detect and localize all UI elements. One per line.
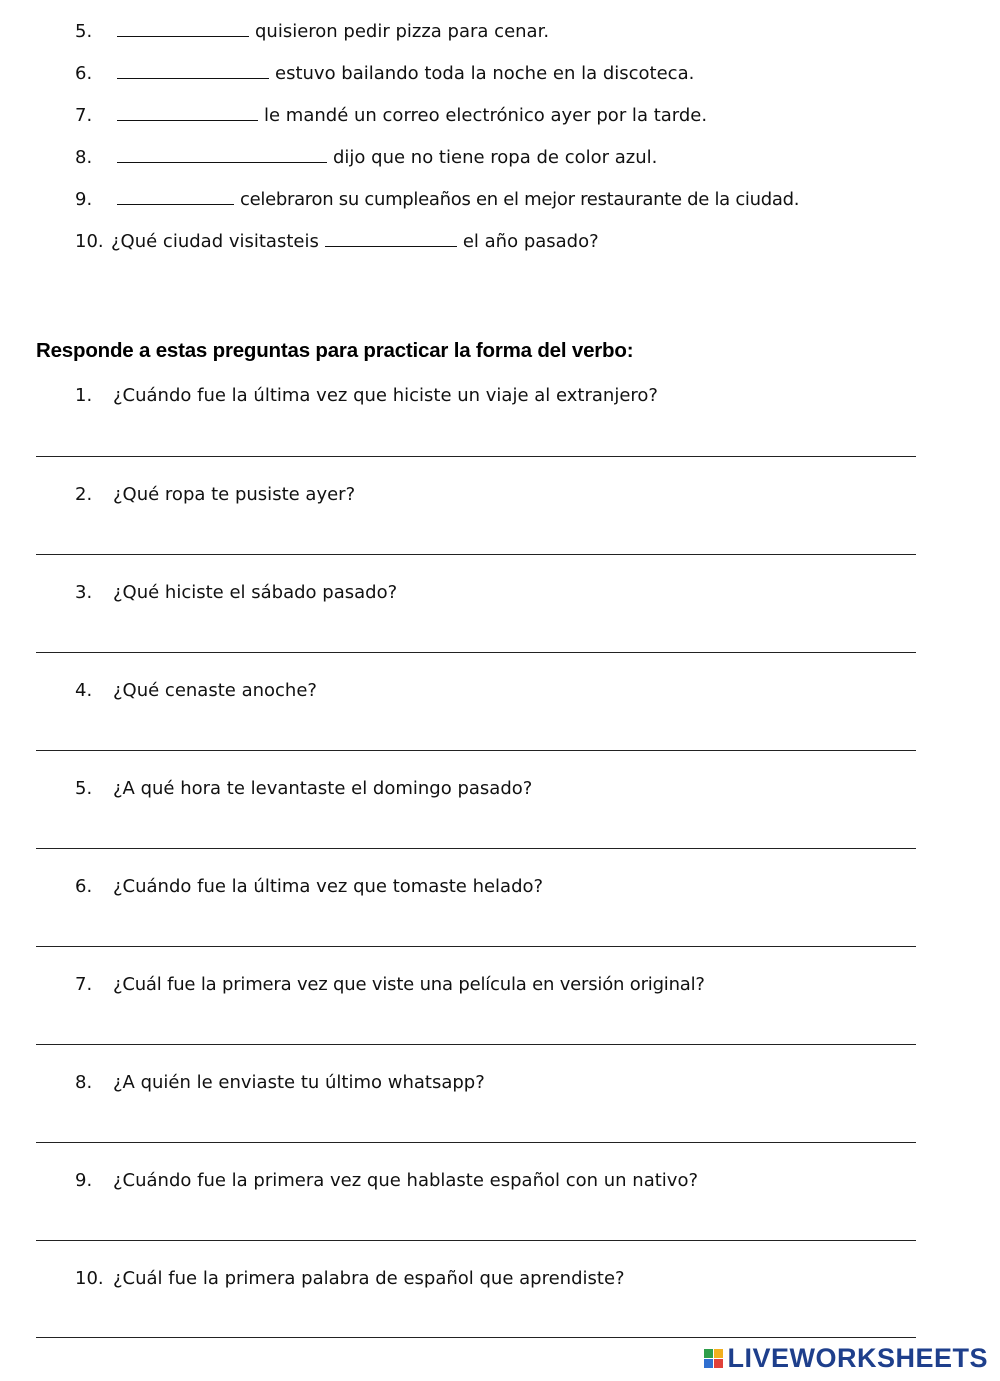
- answer-blank[interactable]: [117, 146, 327, 163]
- answer-blank[interactable]: [117, 20, 249, 37]
- question-item: [75, 876, 543, 898]
- fill-in-item: [75, 20, 549, 43]
- question-item: [75, 1072, 485, 1094]
- question-number: 7.: [75, 974, 93, 995]
- item-number: 8.: [75, 147, 93, 168]
- question-item: [75, 778, 532, 800]
- item-text: estuvo bailando toda la noche en la discoteca.: [275, 63, 695, 84]
- item-text: quisieron pedir pizza para cenar.: [255, 21, 550, 42]
- question-text: ¿A quién le enviaste tu último whatsapp?: [113, 1072, 485, 1093]
- fill-in-item: [75, 230, 599, 253]
- question-number: 4.: [75, 680, 93, 701]
- question-text: ¿Qué cenaste anoche?: [113, 680, 317, 701]
- question-number: 9.: [75, 1170, 93, 1191]
- answer-blank[interactable]: [117, 104, 258, 121]
- fill-in-item: [75, 104, 707, 127]
- question-item: [75, 974, 705, 996]
- question-item: [75, 1170, 698, 1192]
- item-number: 7.: [75, 105, 93, 126]
- question-text: ¿Qué hiciste el sábado pasado?: [113, 582, 398, 603]
- question-item: [75, 1268, 625, 1290]
- item-text: le mandé un correo electrónico ayer por la tarde.: [264, 105, 708, 126]
- question-number: 8.: [75, 1072, 93, 1093]
- item-text: dijo que no tiene ropa de color azul.: [333, 147, 658, 168]
- answer-line[interactable]: [36, 1044, 916, 1045]
- question-number: 3.: [75, 582, 93, 603]
- answer-line[interactable]: [36, 456, 916, 457]
- question-text: ¿Cuál fue la primera vez que viste una película en versión original?: [113, 974, 705, 995]
- question-number: 5.: [75, 778, 93, 799]
- item-text: el año pasado?: [462, 231, 599, 252]
- fill-in-item: [75, 188, 799, 211]
- item-number: 5.: [75, 21, 93, 42]
- answer-blank[interactable]: [117, 188, 234, 205]
- liveworksheets-icon: [704, 1349, 723, 1368]
- item-number: 10.: [75, 231, 104, 252]
- question-number: 1.: [75, 385, 93, 406]
- question-text: ¿A qué hora te levantaste el domingo pasado?: [113, 778, 533, 799]
- question-item: [75, 582, 397, 604]
- question-text: ¿Cuál fue la primera palabra de español que aprendiste?: [113, 1268, 625, 1289]
- question-number: 2.: [75, 484, 93, 505]
- fill-in-item: [75, 146, 657, 169]
- question-text: ¿Qué ropa te pusiste ayer?: [113, 484, 356, 505]
- item-text-before: ¿Qué ciudad visitasteis: [111, 231, 319, 252]
- item-number: 9.: [75, 189, 93, 210]
- item-number: 6.: [75, 63, 93, 84]
- logo-text: LIVEWORKSHEETS: [727, 1342, 988, 1373]
- section-heading: Responde a estas preguntas para practicar la forma del verbo:: [36, 339, 634, 362]
- fill-in-item: [75, 62, 694, 85]
- question-text: ¿Cuándo fue la última vez que tomaste helado?: [113, 876, 544, 897]
- answer-blank[interactable]: [325, 230, 457, 247]
- question-number: 6.: [75, 876, 93, 897]
- answer-line[interactable]: [36, 1240, 916, 1241]
- answer-line[interactable]: [36, 1337, 916, 1338]
- answer-line[interactable]: [36, 750, 916, 751]
- answer-blank[interactable]: [117, 62, 269, 79]
- question-number: 10.: [75, 1268, 104, 1289]
- question-text: ¿Cuándo fue la primera vez que hablaste español con un nativo?: [113, 1170, 699, 1191]
- answer-line[interactable]: [36, 554, 916, 555]
- answer-line[interactable]: [36, 652, 916, 653]
- question-text: ¿Cuándo fue la última vez que hiciste un viaje al extranjero?: [113, 385, 658, 406]
- answer-line[interactable]: [36, 848, 916, 849]
- item-text: celebraron su cumpleaños en el mejor restaurante de la ciudad.: [240, 189, 800, 210]
- question-item: [75, 385, 658, 407]
- question-item: [75, 680, 317, 702]
- liveworksheets-logo: [704, 1343, 988, 1373]
- answer-line[interactable]: [36, 1142, 916, 1143]
- question-item: [75, 484, 355, 506]
- answer-line[interactable]: [36, 946, 916, 947]
